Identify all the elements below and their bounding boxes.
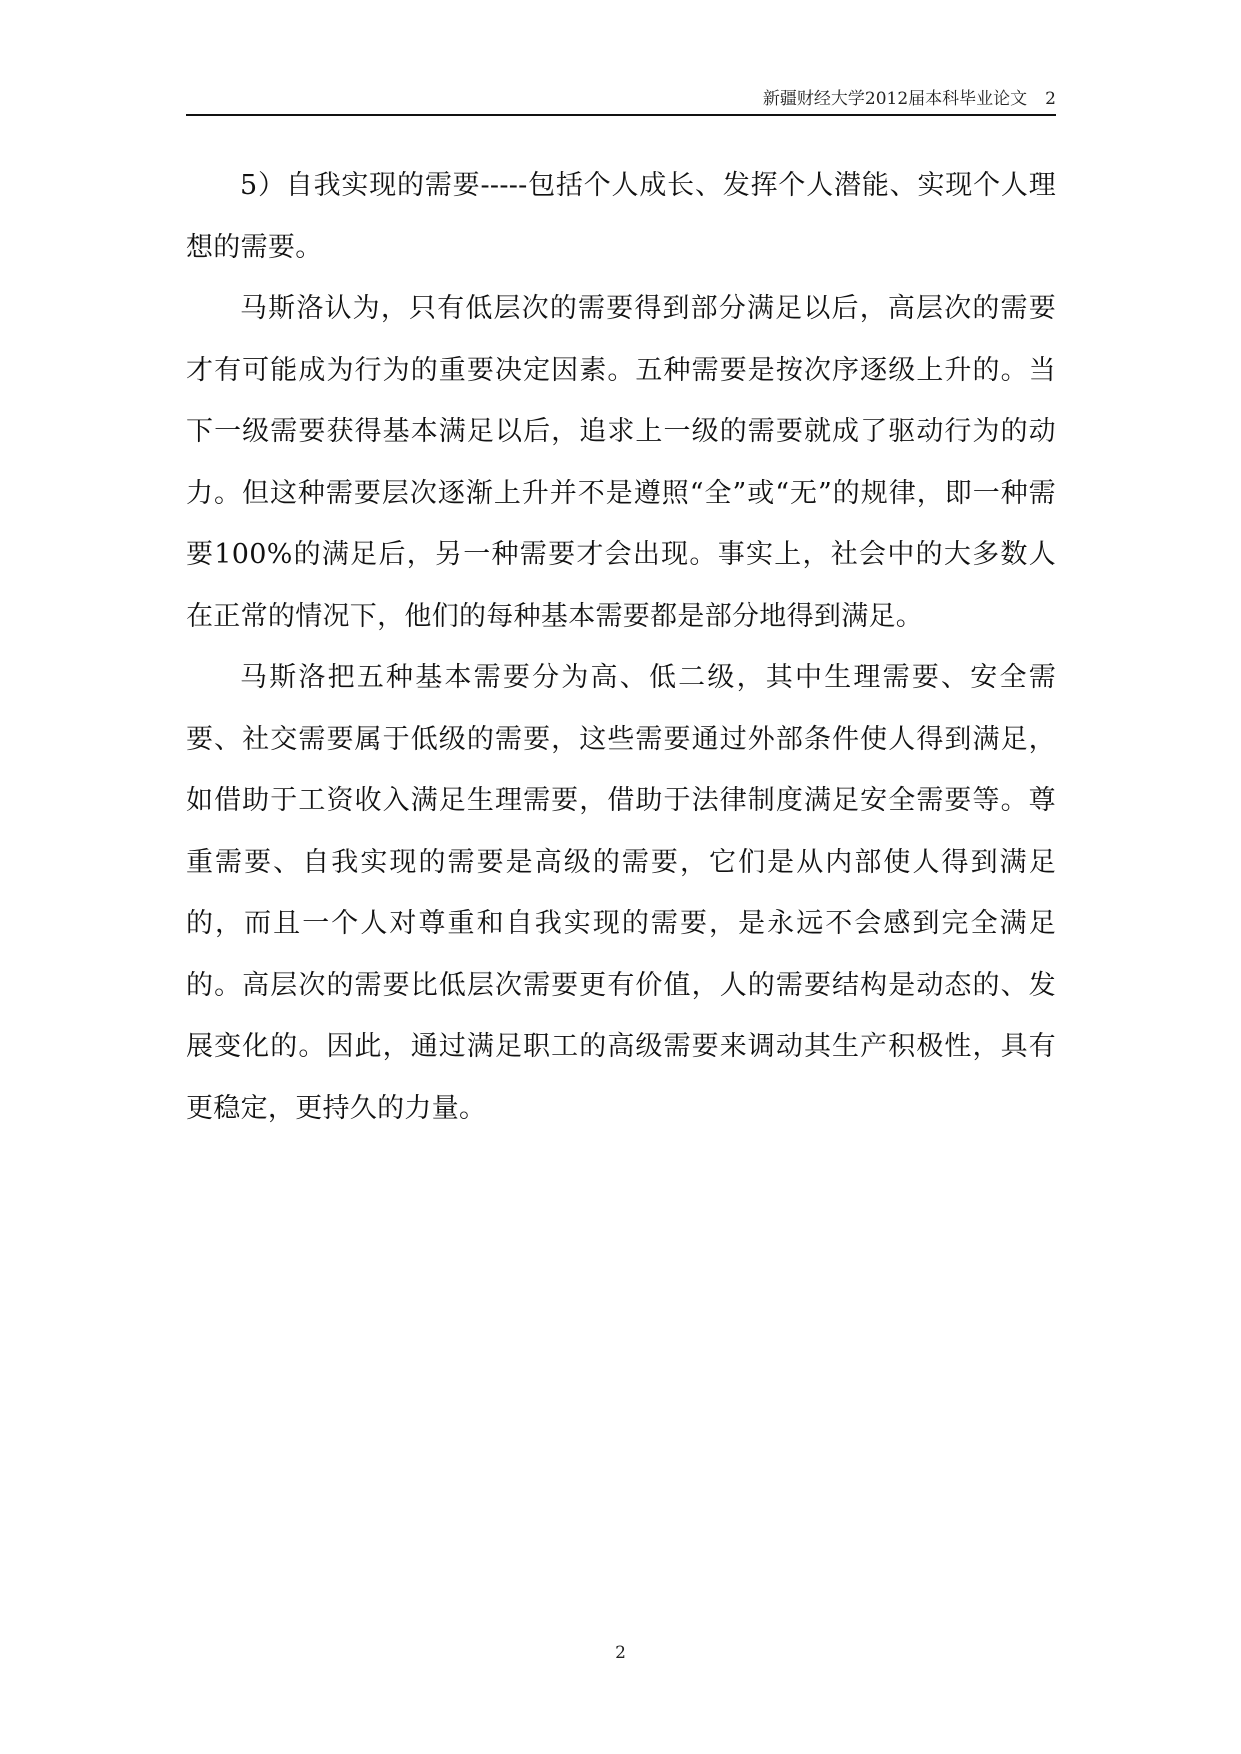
page-footer-number: 2 [615, 1643, 626, 1663]
header-page-number: 2 [1045, 89, 1056, 109]
page-header [186, 86, 1056, 116]
header-title: 新疆财经大学2012届本科毕业论文 [762, 89, 1028, 109]
paragraph-maslow-hierarchy: 马斯洛认为，只有低层次的需要得到部分满足以后，高层次的需要才有可能成为行为的重要决定因素。五种需要是按次序逐级上升的。当下一级需要获得基本满足以后，追求上一级的需要就成了驱动行为的动力。但这种需要层次逐渐上升并不是遵照“全”或“无”的规律，即一种需要100%的满足后，另一种需要才会出现。事实上，社会中的大多数人在正常的情况下，他们的每种基本需要都是部分地得到满足。 [186, 293, 1056, 632]
paragraph-needs-levels: 马斯洛把五种基本需要分为高、低二级，其中生理需要、安全需要、社交需要属于低级的需要，这些需要通过外部条件使人得到满足，如借助于工资收入满足生理需要，借助于法律制度满足安全需要等。尊重需要、自我实现的需要是高级的需要，它们是从内部使人得到满足的，而且一个人对尊重和自我实现的需要，是永远不会感到完全满足的。高层次的需要比低层次需要更有价值，人的需要结构是动态的、发展变化的。因此，通过满足职工的高级需要来调动其生产积极性，具有更稳定，更持久的力量。 [186, 662, 1056, 1124]
header-text [763, 88, 1056, 110]
paragraph-self-actualization: 5）自我实现的需要-----包括个人成长、发挥个人潜能、实现个人理想的需要。 [186, 170, 1056, 263]
document-body [186, 155, 1056, 1139]
